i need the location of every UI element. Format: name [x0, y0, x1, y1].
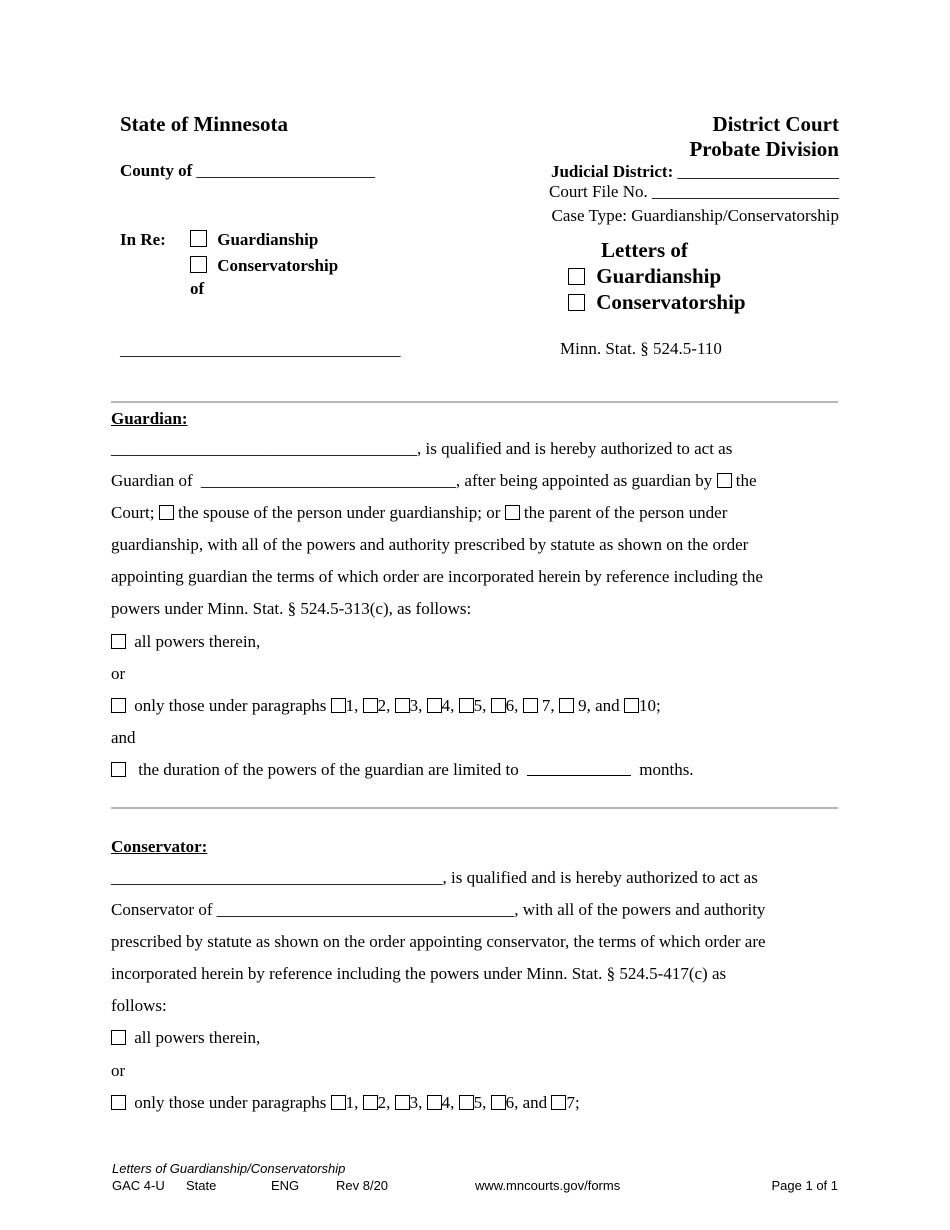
guardian-para-1-checkbox[interactable] [331, 698, 346, 713]
guardian-line-5: appointing guardian the terms of which order are incorporated herein by reference including the [111, 567, 763, 586]
footer-jurisdiction: State [186, 1178, 217, 1193]
guardian-para-5-label: 5, [473, 696, 487, 715]
letters-guardianship-label: Guardianship [596, 264, 722, 288]
conservator-line-2 [111, 900, 765, 920]
divider [111, 401, 838, 403]
guardian-duration-checkbox[interactable] [111, 762, 126, 777]
guardian-para-3-checkbox[interactable] [395, 698, 410, 713]
court-file-row [549, 182, 839, 202]
county-row [120, 161, 375, 181]
guardian-para-3-label: 3, [409, 696, 423, 715]
in-re-conservatorship-label: Conservatorship [217, 256, 339, 275]
letters-conservatorship-option[interactable] [568, 290, 746, 315]
guardian-para-6-label: 6, [505, 696, 519, 715]
guardian-of-label: Guardian of [111, 471, 193, 490]
parent-label: the parent of the person under [523, 503, 728, 522]
in-re-conservatorship-option[interactable] [190, 256, 338, 276]
conservator-all-powers-option[interactable] [111, 1028, 260, 1048]
guardian-para-2-label: 2, [377, 696, 391, 715]
appointed-by-spouse-checkbox[interactable] [159, 505, 174, 520]
letters-statute: Minn. Stat. § 524.5-110 [560, 339, 722, 358]
conservator-para-7-label: 7; [566, 1093, 580, 1112]
guardian-only-those-checkbox[interactable] [111, 698, 126, 713]
conservator-only-those-label: only those under paragraphs [134, 1093, 327, 1112]
letters-conservatorship-checkbox[interactable] [568, 294, 585, 311]
conservator-of-label: Conservator of [111, 900, 213, 919]
guardian-para-7-checkbox[interactable] [523, 698, 538, 713]
conservator-all-powers-checkbox[interactable] [111, 1030, 126, 1045]
ward-name-field[interactable]: ______________________________ [200, 471, 456, 490]
appointed-by-parent-checkbox[interactable] [505, 505, 520, 520]
protected-person-field[interactable]: ___________________________________ [216, 900, 515, 919]
state-title: State of Minnesota [120, 112, 288, 136]
conservator-heading: Conservator: [111, 837, 208, 856]
footer-language: ENG [271, 1178, 300, 1193]
guardian-para-5-checkbox[interactable] [459, 698, 474, 713]
conservator-line-2-text: , with all of the powers and authority [514, 900, 766, 919]
court-label: Court; [111, 503, 155, 522]
guardian-para-1-label: 1, [345, 696, 359, 715]
divider [111, 807, 838, 809]
judicial-district-row [551, 162, 839, 182]
letters-title: Letters of [601, 238, 688, 262]
guardian-line-6: powers under Minn. Stat. § 524.5-313(c), as follows: [111, 599, 472, 618]
conservator-line-4: incorporated herein by reference including the powers under Minn. Stat. § 524.5-417(c) as [111, 964, 727, 983]
guardian-duration-option [111, 760, 694, 780]
conservator-para-2-label: 2, [377, 1093, 391, 1112]
conservator-para-2-checkbox[interactable] [363, 1095, 378, 1110]
in-re-guardianship-option[interactable] [190, 230, 318, 250]
county-label: County of [120, 161, 193, 180]
spouse-label: the spouse of the person under guardianship; or [177, 503, 501, 522]
footer-revision: Rev 8/20 [336, 1178, 389, 1193]
conservator-para-6-checkbox[interactable] [491, 1095, 506, 1110]
guardian-line-1 [111, 439, 732, 459]
guardian-heading: Guardian: [111, 409, 188, 428]
footer-title: Letters of Guardianship/Conservatorship [112, 1161, 346, 1176]
guardian-para-9-checkbox[interactable] [559, 698, 574, 713]
in-re-guardianship-checkbox[interactable] [190, 230, 207, 247]
county-field[interactable]: _____________________ [196, 161, 376, 180]
conservator-line-1 [111, 868, 758, 888]
conservator-para-5-label: 5, [473, 1093, 487, 1112]
conservator-line-1-text: , is qualified and is hereby authorized to act as [442, 868, 758, 887]
conservator-para-1-label: 1, [345, 1093, 359, 1112]
guardian-months-field[interactable] [527, 761, 631, 776]
judicial-district-field[interactable]: ___________________ [677, 162, 839, 181]
case-type: Case Type: Guardianship/Conservatorship [551, 206, 839, 225]
court-file-label: Court File No. [549, 182, 648, 201]
conservator-line-5: follows: [111, 996, 167, 1015]
conservator-para-3-label: 3, [409, 1093, 423, 1112]
division-title: Probate Division [689, 137, 839, 161]
guardian-para-10-label: 10; [638, 696, 661, 715]
guardian-all-powers-option[interactable] [111, 632, 260, 652]
guardian-all-powers-label: all powers therein, [134, 632, 261, 651]
letters-conservatorship-label: Conservatorship [596, 290, 746, 314]
conservator-all-powers-label: all powers therein, [134, 1028, 261, 1047]
guardian-para-10-checkbox[interactable] [624, 698, 639, 713]
conservator-para-3-checkbox[interactable] [395, 1095, 410, 1110]
guardian-duration-label: the duration of the powers of the guardian are limited to [138, 760, 519, 779]
guardian-line-4: guardianship, with all of the powers and authority prescribed by statute as shown on the order [111, 535, 749, 554]
in-re-conservatorship-checkbox[interactable] [190, 256, 207, 273]
guardian-name-field[interactable]: ____________________________________ [111, 439, 417, 458]
guardian-only-those-label: only those under paragraphs [134, 696, 327, 715]
footer-url[interactable]: www.mncourts.gov/forms [475, 1178, 621, 1193]
footer-page-number: Page 1 of 1 [771, 1178, 838, 1193]
letters-guardianship-checkbox[interactable] [568, 268, 585, 285]
footer-form-code: GAC 4-U [112, 1178, 165, 1193]
guardian-line-3 [111, 503, 727, 523]
guardian-line-2 [111, 471, 757, 491]
conservator-para-4-checkbox[interactable] [427, 1095, 442, 1110]
conservator-only-those-checkbox[interactable] [111, 1095, 126, 1110]
in-re-name-field[interactable]: _________________________________ [120, 340, 401, 359]
appointed-by-court-checkbox[interactable] [717, 473, 732, 488]
guardian-para-4-label: 4, [441, 696, 455, 715]
conservator-or: or [111, 1061, 126, 1080]
guardian-line-2-text: , after being appointed as guardian by [455, 471, 713, 490]
conservator-para-6-label: 6, and [505, 1093, 548, 1112]
guardian-para-6-checkbox[interactable] [491, 698, 506, 713]
in-re-label: In Re: [120, 230, 166, 249]
guardian-line-1-text: , is qualified and is hereby authorized to act as [417, 439, 733, 458]
guardian-para-2-checkbox[interactable] [363, 698, 378, 713]
conservator-only-those-option [111, 1093, 580, 1113]
in-re-of: of [190, 279, 205, 298]
guardian-or: or [111, 664, 126, 683]
conservator-para-7-checkbox[interactable] [551, 1095, 566, 1110]
guardian-para-7-label: 7, [537, 696, 555, 715]
court-file-field[interactable]: ______________________ [652, 182, 839, 201]
guardian-para-9-label: 9, and [573, 696, 620, 715]
conservator-name-field[interactable]: _______________________________________ [111, 868, 443, 887]
guardian-para-4-checkbox[interactable] [427, 698, 442, 713]
guardian-only-those-option [111, 696, 661, 716]
judicial-district-label: Judicial District: [550, 162, 674, 181]
guardian-months-label: months. [639, 760, 694, 779]
in-re-guardianship-label: Guardianship [217, 230, 319, 249]
conservator-para-1-checkbox[interactable] [331, 1095, 346, 1110]
letters-guardianship-option[interactable] [568, 264, 721, 289]
conservator-line-3: prescribed by statute as shown on the order appointing conservator, the terms of which order are [111, 932, 766, 951]
conservator-para-4-label: 4, [441, 1093, 455, 1112]
court-title: District Court [712, 112, 839, 136]
guardian-and: and [111, 728, 136, 747]
conservator-para-5-checkbox[interactable] [459, 1095, 474, 1110]
guardian-all-powers-checkbox[interactable] [111, 634, 126, 649]
guardian-line-2-end: the [735, 471, 757, 490]
